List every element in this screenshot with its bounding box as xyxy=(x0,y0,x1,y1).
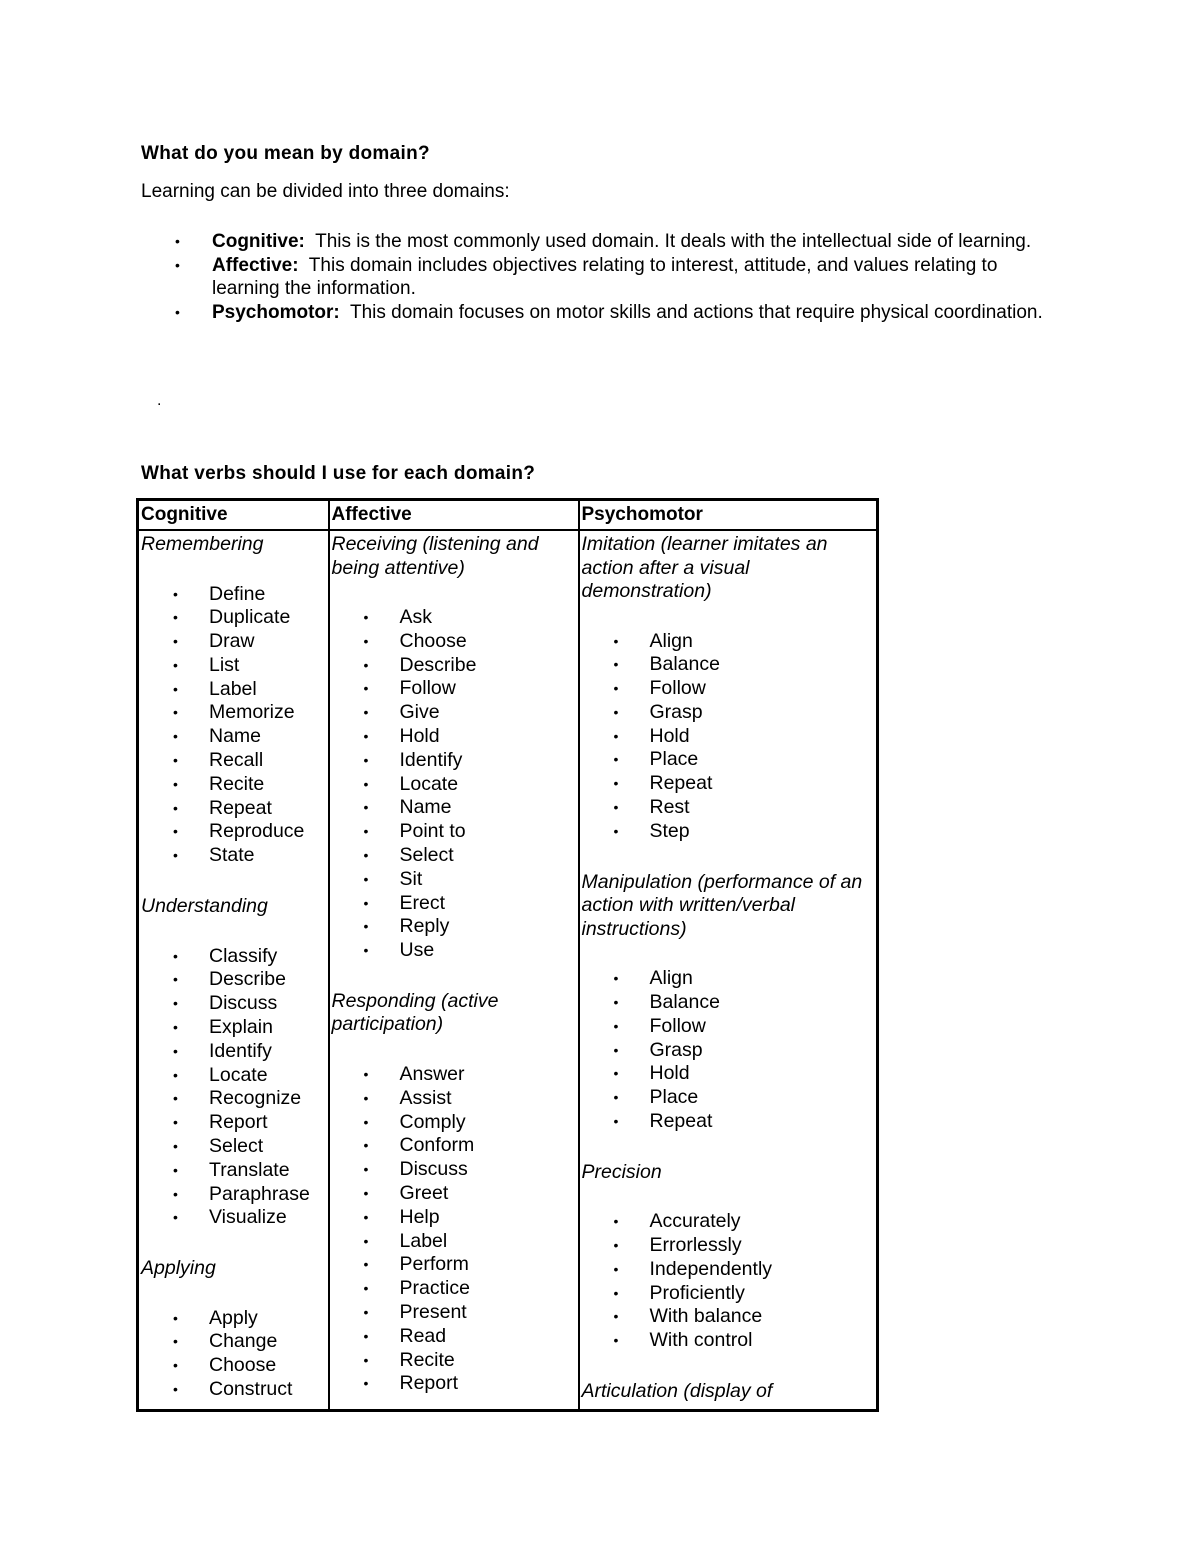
verb-list xyxy=(580,967,877,1134)
verb-item: • Erect xyxy=(330,892,578,916)
verb-item: • Assist xyxy=(330,1087,578,1111)
stray-period: . xyxy=(157,392,162,409)
verb-item: • Independently xyxy=(580,1258,877,1282)
affective-column xyxy=(329,530,579,1411)
verb-item: • Label xyxy=(330,1230,578,1254)
verb-list xyxy=(139,583,328,869)
verb-item: • Conform xyxy=(330,1134,578,1158)
verb-item: • Classify xyxy=(139,945,328,969)
table-header-row xyxy=(138,500,878,531)
verb-item: • Choose xyxy=(139,1354,328,1378)
verb-list xyxy=(580,1210,877,1353)
verb-item: • Apply xyxy=(139,1307,328,1331)
cognitive-column xyxy=(138,530,329,1411)
section-title: Imitation (learner imitates an action after a visual demonstration) xyxy=(581,533,828,602)
verb-item: • Place xyxy=(580,1086,877,1110)
verb-item: • Recall xyxy=(139,749,328,773)
verb-item: • With control xyxy=(580,1329,877,1353)
verb-item: • Repeat xyxy=(139,797,328,821)
verb-item: • Select xyxy=(139,1135,328,1159)
verb-item: • Sit xyxy=(330,868,578,892)
verb-item: • Follow xyxy=(580,1015,877,1039)
verb-item: • Proficiently xyxy=(580,1282,877,1306)
verb-item: • Locate xyxy=(330,773,578,797)
verb-item: • Perform xyxy=(330,1253,578,1277)
verb-item: • Identify xyxy=(330,749,578,773)
verb-item: • Hold xyxy=(330,725,578,749)
domain-item-cognitive xyxy=(141,230,1051,254)
verb-item: • Practice xyxy=(330,1277,578,1301)
verb-item: • Memorize xyxy=(139,701,328,725)
section-title: Understanding xyxy=(141,895,268,918)
verb-item: • Repeat xyxy=(580,1110,877,1134)
domain-description: This domain includes objectives relating to interest, attitude, and values relating to learning the information. xyxy=(212,254,998,299)
header-psychomotor: Psychomotor xyxy=(579,500,878,531)
verb-item: • Balance xyxy=(580,653,877,677)
verb-item: • Step xyxy=(580,820,877,844)
table-body-row xyxy=(138,530,878,1411)
verb-item: • Hold xyxy=(580,1062,877,1086)
verb-item: • With balance xyxy=(580,1305,877,1329)
section-title: Articulation (display of xyxy=(581,1380,773,1403)
section-title: Manipulation (performance of an action with written/verbal instructions) xyxy=(581,870,863,940)
verb-item: • Comply xyxy=(330,1111,578,1135)
verb-item: • Ask xyxy=(330,606,578,630)
verb-item: • Point to xyxy=(330,820,578,844)
verb-item: • Locate xyxy=(139,1064,328,1088)
verb-item: • Rest xyxy=(580,796,877,820)
domain-item-affective xyxy=(141,254,1051,301)
verb-item: • Select xyxy=(330,844,578,868)
domain-item-psychomotor xyxy=(141,301,1051,325)
section-title: Responding (active participation) xyxy=(331,989,499,1036)
verb-item: • Balance xyxy=(580,991,877,1015)
domain-term: Affective: xyxy=(212,254,299,276)
section-title: Remembering xyxy=(141,533,264,555)
verb-item: • Help xyxy=(330,1206,578,1230)
verb-list xyxy=(330,606,578,963)
verb-item: • Follow xyxy=(580,677,877,701)
domain-term: Psychomotor: xyxy=(212,301,340,323)
verb-item: • Recite xyxy=(330,1349,578,1373)
verb-item: • Discuss xyxy=(330,1158,578,1182)
psychomotor-column xyxy=(579,530,878,1411)
verb-item: • Describe xyxy=(139,968,328,992)
verb-item: • Align xyxy=(580,630,877,654)
psychomotor-cell xyxy=(580,531,877,1409)
verb-item: • Describe xyxy=(330,654,578,678)
verb-item: • Read xyxy=(330,1325,578,1349)
verb-item: • Errorlessly xyxy=(580,1234,877,1258)
cognitive-cell xyxy=(139,531,328,1409)
verb-item: • Duplicate xyxy=(139,606,328,630)
verbs-table xyxy=(136,498,879,1412)
domain-description: This is the most commonly used domain. It deals with the intellectual side of learning. xyxy=(315,231,1032,252)
verb-item: • Recite xyxy=(139,773,328,797)
verb-item: • Hold xyxy=(580,725,877,749)
verb-item: • Change xyxy=(139,1330,328,1354)
verb-item: • Answer xyxy=(330,1063,578,1087)
verb-item: • Discuss xyxy=(139,992,328,1016)
verb-item: • Construct xyxy=(139,1378,328,1402)
verb-item: • Define xyxy=(139,583,328,607)
verb-item: • List xyxy=(139,654,328,678)
verb-item: • Follow xyxy=(330,677,578,701)
verb-item: • Identify xyxy=(139,1040,328,1064)
verb-item: • Translate xyxy=(139,1159,328,1183)
verb-item: • Name xyxy=(330,796,578,820)
verb-item: • Label xyxy=(139,678,328,702)
verb-item: • Report xyxy=(330,1372,578,1396)
verb-item: • Greet xyxy=(330,1182,578,1206)
verb-item: • Give xyxy=(330,701,578,725)
heading-domain-question: What do you mean by domain? xyxy=(141,143,430,164)
domain-list xyxy=(141,230,1051,324)
domain-description: This domain focuses on motor skills and actions that require physical coordination. xyxy=(349,301,1043,323)
verb-list xyxy=(139,945,328,1231)
verb-item: • Grasp xyxy=(580,1039,877,1063)
section-title: Receiving (listening and being attentive) xyxy=(331,533,539,579)
verb-list xyxy=(139,1307,328,1402)
verb-item: • Reproduce xyxy=(139,820,328,844)
verb-item: • Recognize xyxy=(139,1087,328,1111)
verb-item: • Report xyxy=(139,1111,328,1135)
verb-item: • Paraphrase xyxy=(139,1183,328,1207)
verb-item: • Explain xyxy=(139,1016,328,1040)
verb-item: • Repeat xyxy=(580,772,877,796)
verb-item: • Draw xyxy=(139,630,328,654)
verb-item: • Choose xyxy=(330,630,578,654)
verb-list xyxy=(330,1063,578,1396)
heading-verbs-question: What verbs should I use for each domain? xyxy=(141,463,536,484)
header-affective: Affective xyxy=(329,500,579,531)
header-cognitive: Cognitive xyxy=(138,500,329,531)
verb-item: • Present xyxy=(330,1301,578,1325)
verb-item: • Visualize xyxy=(139,1206,328,1230)
verb-item: • Name xyxy=(139,725,328,749)
verb-item: • State xyxy=(139,844,328,868)
verb-item: • Accurately xyxy=(580,1210,877,1234)
verb-list xyxy=(580,630,877,844)
verb-item: • Use xyxy=(330,939,578,963)
verb-item: • Grasp xyxy=(580,701,877,725)
intro-text: Learning can be divided into three domains: xyxy=(141,181,510,202)
verb-item: • Reply xyxy=(330,915,578,939)
section-title: Precision xyxy=(581,1160,662,1183)
section-title: Applying xyxy=(141,1257,216,1280)
domain-term: Cognitive: xyxy=(212,231,305,252)
affective-cell xyxy=(330,531,578,1409)
verb-item: • Place xyxy=(580,748,877,772)
verb-item: • Align xyxy=(580,967,877,991)
